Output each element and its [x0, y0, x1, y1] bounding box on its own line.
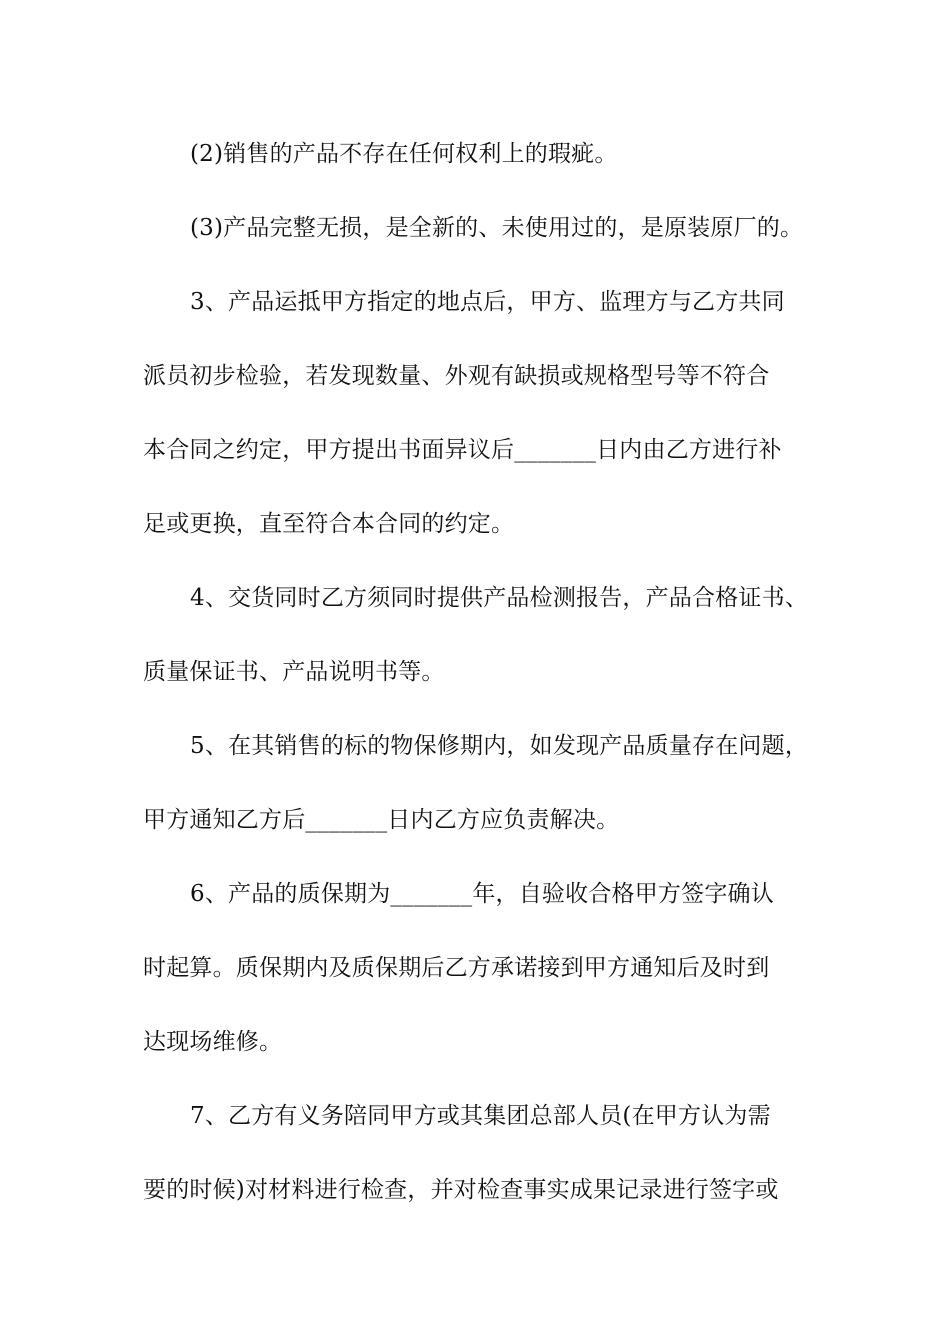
text-line-3: 3、产品运抵甲方指定的地点后，甲方、监理方与乙方共同: [190, 289, 785, 315]
text-line-1: (2)销售的产品不存在任何权利上的瑕疵。: [190, 141, 618, 167]
text-line-10: 甲方通知乙方后_______日内乙方应负责解决。: [143, 807, 620, 833]
text-line-8: 质量保证书、产品说明书等。: [143, 659, 445, 685]
text-line-13: 达现场维修。: [143, 1029, 283, 1055]
text-line-4: 派员初步检验，若发现数量、外观有缺损或规格型号等不符合: [143, 363, 770, 389]
text-line-5: 本合同之约定，甲方提出书面异议后_______日内由乙方进行补: [143, 437, 782, 463]
text-line-14: 7、乙方有义务陪同甲方或其集团总部人员(在甲方认为需: [190, 1103, 771, 1129]
text-line-9: 5、在其销售的标的物保修期内，如发现产品质量存在问题，: [190, 733, 809, 759]
text-line-6: 足或更换，直至符合本合同的约定。: [143, 511, 515, 537]
text-line-11: 6、产品的质保期为_______年，自验收合格甲方签字确认: [190, 881, 774, 907]
text-line-12: 时起算。质保期内及质保期后乙方承诺接到甲方通知后及时到: [143, 955, 770, 981]
text-line-2: (3)产品完整无损，是全新的、未使用过的，是原装原厂的。: [190, 215, 804, 241]
text-line-7: 4、交货同时乙方须同时提供产品检测报告，产品合格证书、: [190, 585, 809, 611]
text-line-15: 要的时候)对材料进行检查，并对检查事实成果记录进行签字或: [143, 1177, 779, 1203]
